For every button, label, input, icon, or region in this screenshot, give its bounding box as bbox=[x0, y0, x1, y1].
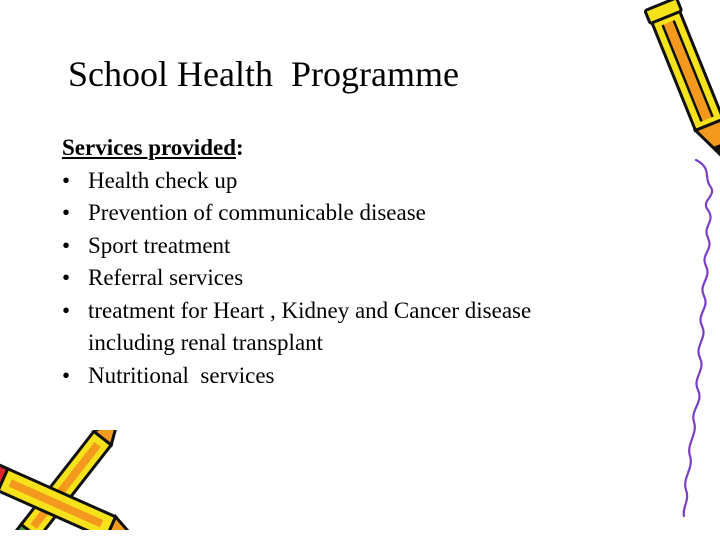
list-item-text: Prevention of communicable disease bbox=[88, 200, 426, 225]
list-item bbox=[62, 262, 602, 295]
list-item-text: Referral services bbox=[88, 265, 244, 290]
list-item-text: Nutritional services bbox=[88, 362, 275, 388]
section-heading-label: Services provided bbox=[62, 135, 236, 160]
slide-title: School Health Programme bbox=[68, 54, 459, 94]
bullet-icon: • bbox=[62, 297, 71, 323]
crossed-pencils-icon bbox=[0, 430, 150, 530]
list-item-text: Sport treatment bbox=[88, 232, 231, 258]
list-item-text: treatment for Heart , Kidney and Cancer disease including renal transplant bbox=[88, 297, 537, 355]
bullet-icon: • bbox=[62, 232, 71, 258]
list-item bbox=[62, 360, 602, 393]
pencil-with-scribble-icon bbox=[600, 0, 720, 520]
list-item bbox=[62, 197, 602, 230]
bullet-icon: • bbox=[62, 200, 71, 225]
list-item bbox=[62, 230, 602, 263]
list-item bbox=[62, 165, 602, 198]
bullet-icon: • bbox=[62, 265, 71, 290]
list-item-text: Health check up bbox=[88, 167, 238, 193]
section-heading bbox=[62, 132, 602, 165]
bullet-icon: • bbox=[62, 167, 71, 193]
slide-body bbox=[62, 132, 602, 392]
section-heading-colon: : bbox=[235, 135, 244, 160]
services-list bbox=[62, 165, 602, 393]
list-item bbox=[62, 295, 602, 360]
bullet-icon: • bbox=[62, 362, 71, 388]
